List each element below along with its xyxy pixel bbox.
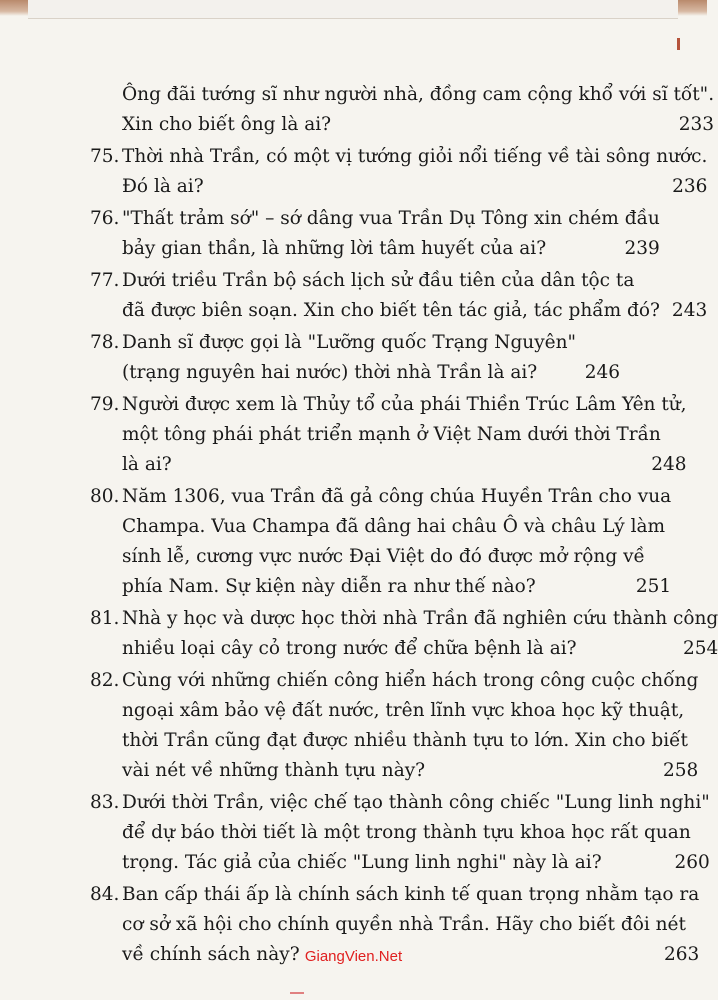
toc-entry [90,788,710,878]
entry-text-line: ngoại xâm bảo vệ đất nước, trên lĩnh vực khoa học kỹ thuật, [122,700,685,721]
page-number: 236 [672,176,708,197]
table-of-contents [90,80,718,972]
page-number: 260 [674,852,710,873]
entry-text-line: Dưới thời Trần, việc chế tạo thành công chiếc "Lung linh nghi" [122,792,710,813]
entry-text-line: Ban cấp thái ấp là chính sách kinh tế quan trọng nhằm tạo ra [122,884,700,905]
entry-text: trọng. Tác giả của chiếc "Lung linh nghi" này là ai? [122,852,602,873]
entry-text-line [122,756,698,786]
page-number: 263 [663,944,700,965]
entry-text: (trạng nguyên hai nước) thời nhà Trần là ai? [122,362,538,383]
entry-text: Xin cho biết ông là ai? [122,114,332,135]
toc-entry [90,666,699,786]
entry-text: đã được biên soạn. Xin cho biết tên tác giả, tác phẩm đó? [122,300,660,321]
entry-number: 83. [90,792,120,813]
toc-entry [90,204,660,264]
entry-text-line: Thời nhà Trần, có một vị tướng giỏi nổi tiếng về tài sông nước. [122,146,708,167]
bottom-mark [290,992,304,994]
entry-number: 82. [90,670,120,691]
entry-text-line: thời Trần cũng đạt được nhiều thành tựu to lớn. Xin cho biết [122,730,688,751]
entry-text-line: để dự báo thời tiết là một trong thành tựu khoa học rất quan [122,822,691,843]
entry-text: về chính sách này? [122,944,300,965]
entry-text-line: Nhà y học và dược học thời nhà Trần đã nghiên cứu thành công [122,608,718,629]
entry-text-line: Champa. Vua Champa đã dâng hai châu Ô và châu Lý làm [122,516,666,537]
page-number: 258 [662,760,699,781]
toc-entry [90,142,708,202]
entry-text-line [122,110,714,140]
entry-text-line: Ông đãi tướng sĩ như người nhà, đồng cam cộng khổ với sĩ tốt". [122,84,715,105]
page-number: 233 [678,114,715,135]
entry-number: 84. [90,884,120,905]
entry-text-line: sính lễ, cương vực nước Đại Việt do đó được mở rộng về [122,546,645,567]
page-edge-mark [677,38,680,50]
entry-text-line [122,234,660,264]
entry-number: 76. [90,208,120,229]
entry-text: bảy gian thần, là những lời tâm huyết của ai? [122,238,547,259]
page-number: 248 [651,454,687,475]
toc-entry [90,266,708,326]
entry-text-line [122,172,707,202]
entry-number: 77. [90,270,120,291]
toc-entry [90,328,620,388]
page-number: 251 [635,576,672,597]
entry-number: 81. [90,608,120,629]
entry-text-line [122,296,707,326]
entry-text-line: Dưới triều Trần bộ sách lịch sử đầu tiên của dân tộc ta [122,270,635,291]
entry-number: 80. [90,486,120,507]
entry-text-line [122,848,710,878]
entry-text-line [122,358,620,388]
entry-text-line: cơ sở xã hội cho chính quyền nhà Trần. Hãy cho biết đôi nét [122,914,686,935]
entry-text-line: Người được xem là Thủy tổ của phái Thiền Trúc Lâm Yên tử, [122,394,687,415]
entry-text: phía Nam. Sự kiện này diễn ra như thế nào? [122,576,536,597]
toc-entry [90,390,687,480]
toc-entry [90,80,715,140]
entry-text-line: "Thất trảm sớ" – sớ dâng vua Trần Dụ Tông xin chém đầu [122,208,660,229]
entry-text-line: Năm 1306, vua Trần đã gả công chúa Huyền Trân cho vua [122,486,672,507]
entry-number [90,80,122,140]
entry-text-line: một tông phái phát triển mạnh ở Việt Nam dưới thời Trần [122,424,661,445]
page-number: 246 [584,362,620,383]
toc-entry [90,482,672,602]
entry-text: vài nét về những thành tựu này? [122,760,426,781]
book-binding-edge [0,0,707,16]
entry-text-line [122,572,671,602]
entry-text: nhiều loại cây cỏ trong nước để chữa bệnh là ai? [122,638,577,659]
page-number: 243 [671,300,708,321]
page-number: 239 [624,238,660,259]
entry-text-line: Cùng với những chiến công hiển hách trong công cuộc chống [122,670,699,691]
entry-number: 75. [90,146,120,167]
entry-text-line [122,634,718,664]
entry-text: là ai? [122,454,172,475]
entry-number: 78. [90,332,120,353]
entry-text: Đó là ai? [122,176,204,197]
watermark: GiangVien.Net [304,948,403,965]
toc-entry [90,604,718,664]
entry-number: 79. [90,394,120,415]
page-number: 254 [682,638,718,659]
entry-text-line [122,450,687,480]
entry-text-line: Danh sĩ được gọi là "Lưỡng quốc Trạng Nguyên" [122,332,577,353]
